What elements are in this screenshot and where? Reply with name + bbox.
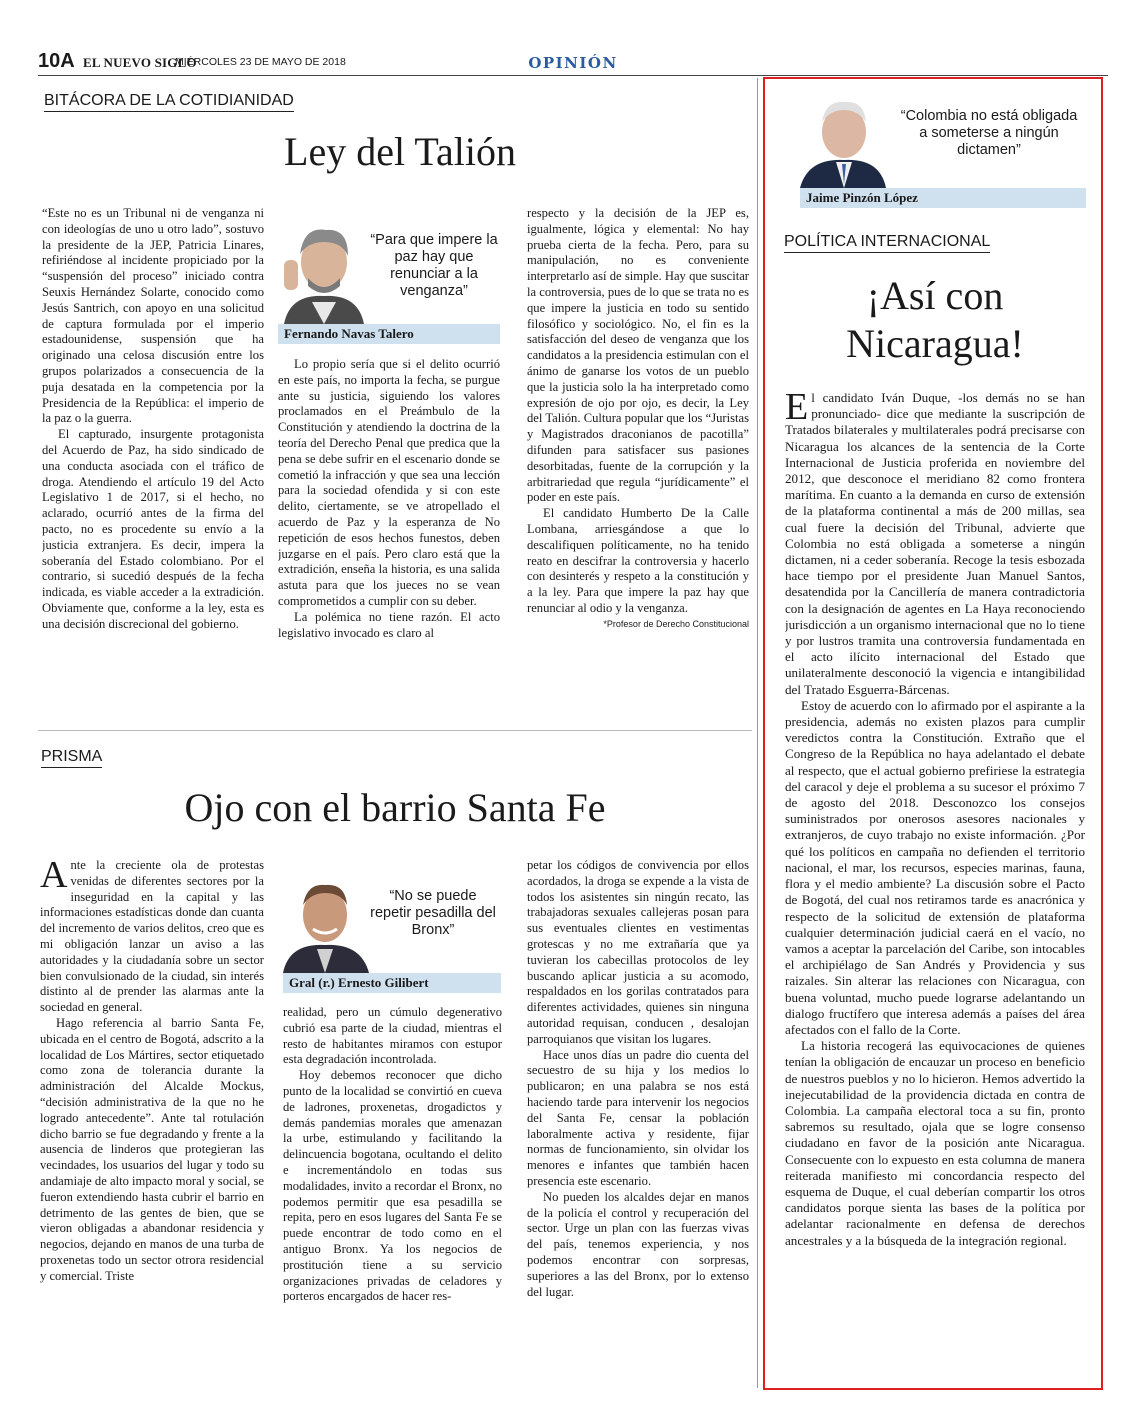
- paragraph: “Este no es un Tribunal ni de venganza ni con ideologías de uno u otro lado”, sostuvo la presidente de la JEP, Patricia Linares, refiriéndose al incidente propiciado por la “suspensión del proceso” iniciado contra Seuxis Hernández Solarte, conocido como Jesús Santrich, con apoyo en una solicitud de captura formulada por el imperio estadounidense, suspensión que ha originado una celosa discusión entre los grupos polarizados a consecuencia de la puja desatada en la competencia por la Presidencia de la República: el imperio de la paz o la guerra.: [42, 206, 264, 426]
- paragraph: realidad, pero un cúmulo degenerativo cubrió esa parte de la ciudad, mientras el resto de habitantes miramos con estupor esta degradación incontrolada.: [283, 1005, 502, 1067]
- headline-line: ¡Así con: [866, 273, 1004, 318]
- author-name: Jaime Pinzón López: [800, 188, 1086, 208]
- column-label: BITÁCORA DE LA COTIDIANIDAD: [44, 92, 294, 112]
- page-header: [38, 48, 1108, 76]
- author-name: Gral (r.) Ernesto Gilibert: [283, 973, 501, 993]
- headline-line: Nicaragua!: [846, 321, 1024, 366]
- paragraph: petar los códigos de convivencia por ellos acordados, la droga se expende a la vista de todos los asistentes sin ningún recato, las trabajadoras sexuales callejeras posan para sus eventuales clientes en vestimentas grotescas y no me extrañaría que ya tuvieran los cabecillas protocolos de ley buscando aplicar justicia a su acomodo, respaldados en los gorilas contratados para diferentes actividades, quienes sin ninguna autoridad requisan, conducen , desalojan parroquianos que visitan los lugares.: [527, 858, 749, 1046]
- page-number: 10A: [38, 50, 75, 72]
- section-title: OPINIÓN: [528, 54, 618, 72]
- column-label: POLÍTICA INTERNACIONAL: [784, 233, 990, 253]
- article-column: [42, 206, 264, 701]
- paragraph: Estoy de acuerdo con lo afirmado por el aspirante a la presidencia, además no existen plazos para cumplir veredictos contra la Constitución. Extraño que el Congreso de la República no haya adelantado el debate al respecto, que el actual gobierno prefiriese la estrategia del caracol y deje el problema a su sucesor el próximo 7 de agosto del 2018. Desconozco los consejos suministrados por onerosos asesores nacionales y extranjeros, de cuyo trabajo no existe información. ¿Por qué los políticos en campaña no defienden el territorio nacional, el mar, los recursos, especies marinas, fauna, flora y el medio ambiente? La discusión sobre el Pacto de Bogotá, del cual nos retiramos tarde es anacrónica y respecto de la solicitud de extensión de plataforma cualquier determinación judicial caerá en el vacío, no vamos a aceptar la parcelación del Caribe, son intocables el archipiélago de San Andrés y Providencia y sus raizales. Sin alterar las relaciones con Nicaragua, con buena voluntad, mucho puede lograrse adelantando un dialogo fructífero que interesa además a países del área afectados con el fallo de la Corte.: [785, 697, 1085, 1037]
- paragraph: Hago referencia al barrio Santa Fe, ubicada en el centro de Bogotá, adscrito a la localidad de Los Mártires, sector etiquetado como zona de tolerancia durante la administración del Alcalde Mockus, “decisión administrativa de la que no he logrado antecedente”. Ante tal rotulación dicho barrio se fue degradando y frente a la ausencia de linderos que protegieran las vecindades, los usuarios del lugar y todo su andamiaje de alto impacto moral y social, se fueron extendiendo hasta cubrir el barrio en detrimento de las gentes de bien, que se vieron obligadas a abandonar residencia y negocios, dejando en manos de una turba de proxenetas todo un sector otrora residencial y comercial. Triste: [40, 1015, 264, 1283]
- paragraph: respecto y la decisión de la JEP es, igualmente, lógica y elemental: No hay prueba cierta de la fecha. Pero, para su manipulación, no es conveniente interpretarlo así de simple. Hay que suscitar la controversia, pues de lo que se trata no es que impere la justicia en todo su sentido filosófico y sociológico. No, el fin es la satisfacción del deseo de venganza que los candidatos a la presidencia estimulan con el ánimo de ganarse los votos de un pueblo que la justicia solo la ha interpretado como expresión de ojo por ojo, es decir, la Ley del Talión. Cultura popular que los “Juristas y Magistrados draconianos de pacotilla” difunden para satisfacer sus pasiones desorbitadas, fuente de la corrupción y la arbitrariedad que regula “jurídicamente” el poder en este país.: [527, 206, 749, 505]
- column-label: PRISMA: [41, 748, 102, 768]
- article-column: [40, 858, 264, 1378]
- article-column: [283, 1005, 502, 1377]
- author-photo: [800, 92, 886, 188]
- author-signature: *Profesor de Derecho Constitucional: [603, 618, 749, 629]
- column-divider: [757, 78, 758, 1388]
- article-column: [527, 206, 749, 706]
- headline: Ley del Talión: [284, 129, 516, 174]
- paragraph: La polémica no tiene razón. El acto legislativo invocado es claro al: [278, 609, 500, 640]
- paragraph: Hoy debemos reconocer que dicho punto de la localidad se convirtió en cueva de ladrones, proxenetas, drogadictos y demás pandemias morales que amenazan la urbe, estimulando y facilitando la delincuencia bogotana, ocultando el delito e incrementándolo en todas sus modalidades, invito a recordar el Bronx, no podemos permitir que esa pesadilla se repita, pero en esos lugares del Santa Fe se puede encontrar de todo como en el antiguo Bronx. Ya los negocios de prostitución tiene a su servicio organizaciones privadas de celadores y porteros encargados de hacer res-: [283, 1068, 502, 1304]
- pull-quote: “Para que impere la paz hay que renunciar a la venganza”: [370, 232, 498, 299]
- author-photo: [278, 216, 364, 324]
- author-photo: [283, 873, 369, 973]
- headline: [780, 272, 1090, 368]
- headline: Ojo con el barrio Santa Fe: [184, 785, 606, 830]
- paragraph: La historia recogerá las equivocaciones de quienes tenían la obligación de encauzar un proceso en beneficio de nuestros pueblos y no lo hicieron. Hemos advertido la inejecutabilidad de la providencia dictada en contra de Colombia. La campaña electoral toca a su fin, pronto sabremos su resultado, ojala que se logre consenso ciudadano en favor de la posición ante Nicaragua. Consecuente con lo expuesto en esta columna de manera reiterada manifiesto mi concordancia respecto del esquema de Duque, el cual deberían compartir los otros candidatos porque sienta las bases de la política por adelantar racionalmente en defensa de derechos ancestrales y a la búsqueda de la integración regional.: [785, 1038, 1085, 1248]
- article-column: [527, 858, 749, 1378]
- paragraph: El candidato Humberto De la Calle Lombana, arriesgándose a que lo descalifiquen políticamente, no ha tenido reato en descifrar la controversia y hacerlo con desinterés y respeto a la constitución y a la ley. Para que impere la paz hay que renunciar al odio y la venganza.: [527, 506, 749, 615]
- paragraph: [785, 390, 1085, 698]
- paragraph: Hace unos días un padre dio cuenta del secuestro de su hija y los medios lo publicaron; en una palabra se nos está haciendo tarde para intervenir los negocios del Santa Fe, censar la población laboralmente activa y residente, fijar normas de funcionamiento, sin olvidar los menores e infantes que también hacen presencia este escenario.: [527, 1047, 749, 1188]
- newspaper-name: EL NUEVO SIGLO: [83, 55, 197, 70]
- paragraph-text: l candidato Iván Duque, -los demás no se han pronunciado- dice que mediante la suscripción de Tratados bilaterales y multilaterales podrá precisarse con Nicaragua los alcances de la sentencia de la Corte Internacional de Justicia proferida en noviembre del 2012, que desconoce el meridiano 82 como frontera marítima. En cuanto a la demanda en curso de extensión de la plataforma continental a más de 200 millas, sea cual fuere la decisión del Tribunal, advierte que Colombia no está obligada a someterse a ningún dictamen, ni a ceder soberanía. Recoge la tesis esbozada hace tiempo por el presidente Juan Manuel Santos, desatendida por la Cancillería de manera contradictoria con la designación de agentes en La Haya reconociendo jurisdicción a un organismo internacional que no lo tiene y por lustros tramita una controversia fundamentada en el acto ilícito internacional del Estado que unilateralmente desconoció la vigencia e intangibilidad del Tratado Esguerra-Bárcenas.: [785, 390, 1085, 697]
- pull-quote: “No se puede repetir pesadilla del Bronx”: [370, 888, 496, 938]
- article-column: [278, 357, 500, 701]
- paragraph: Lo propio sería que si el delito ocurrió en este país, no importa la fecha, se purgue ante su justicia, siguiendo los valores proclamados en el Preámbulo de la Constitución y atendiendo la doctrina de la teoría del Derecho Penal que predica que la pena se debe sufrir en el escenario donde se cometió la infracción y que sea una lección para la sociedad ofendida y si con este delito, ciertamente, se ve atropellado el acuerdo de Paz y la esperanza de No repetición de esos hechos funestos, deben juzgarse en el país. Pero claro está que la extradición, enseña la historia, es una salida astuta para que los jueces no se vean comprometidos a cumplir con su deber.: [278, 357, 500, 608]
- paragraph: No pueden los alcaldes dejar en manos de la policía el control y recuperación del sector. Urge un plan con las fuerzas vivas del país, tenemos experiencia, y nos podemos encontrar con sorpresas, superiores a las del Bronx, por lo extenso del lugar.: [527, 1189, 749, 1299]
- paragraph-text: nte la creciente ola de protestas venidas de diferentes sectores por la inseguridad en la capital y las informaciones estadísticas donde dan cuanta del incremento de varios delitos, creo que es mi obligación lanzar un aviso a las autoridades y la ciudadanía sobre un sector bien convulsionado de la ciudad, sin interés distinto al de prender las alarmas ante la sociedad en general.: [40, 858, 264, 1015]
- edition-date: MIÉRCOLES 23 DE MAYO DE 2018: [175, 56, 346, 68]
- article-divider: [38, 730, 752, 731]
- paragraph: [40, 858, 264, 1016]
- drop-cap: E: [785, 390, 809, 428]
- article-column: [785, 390, 1085, 1380]
- drop-cap: A: [40, 858, 68, 896]
- author-name: Fernando Navas Talero: [278, 324, 500, 344]
- pull-quote: “Colombia no está obligada a someterse a ningún dictamen”: [900, 108, 1078, 158]
- paragraph: El capturado, insurgente protagonista del Acuerdo de Paz, ha sido sindicado de una conducta asociada con el tráfico de droga. Atendiendo el artículo 19 del Acto Legislativo 1 de 2017, si el hecho, no aclarado, ocurrió antes de la firma del pacto, no es procedente su envío a la justicia extranjera. Es decir, impera la soberanía del Estado colombiano. Por el contrario, si sucedió después de la fecha indicada, es viable acceder a la extradición. Obviamente que, conforme a la ley, esta es una decisión discrecional del gobierno.: [42, 427, 264, 631]
